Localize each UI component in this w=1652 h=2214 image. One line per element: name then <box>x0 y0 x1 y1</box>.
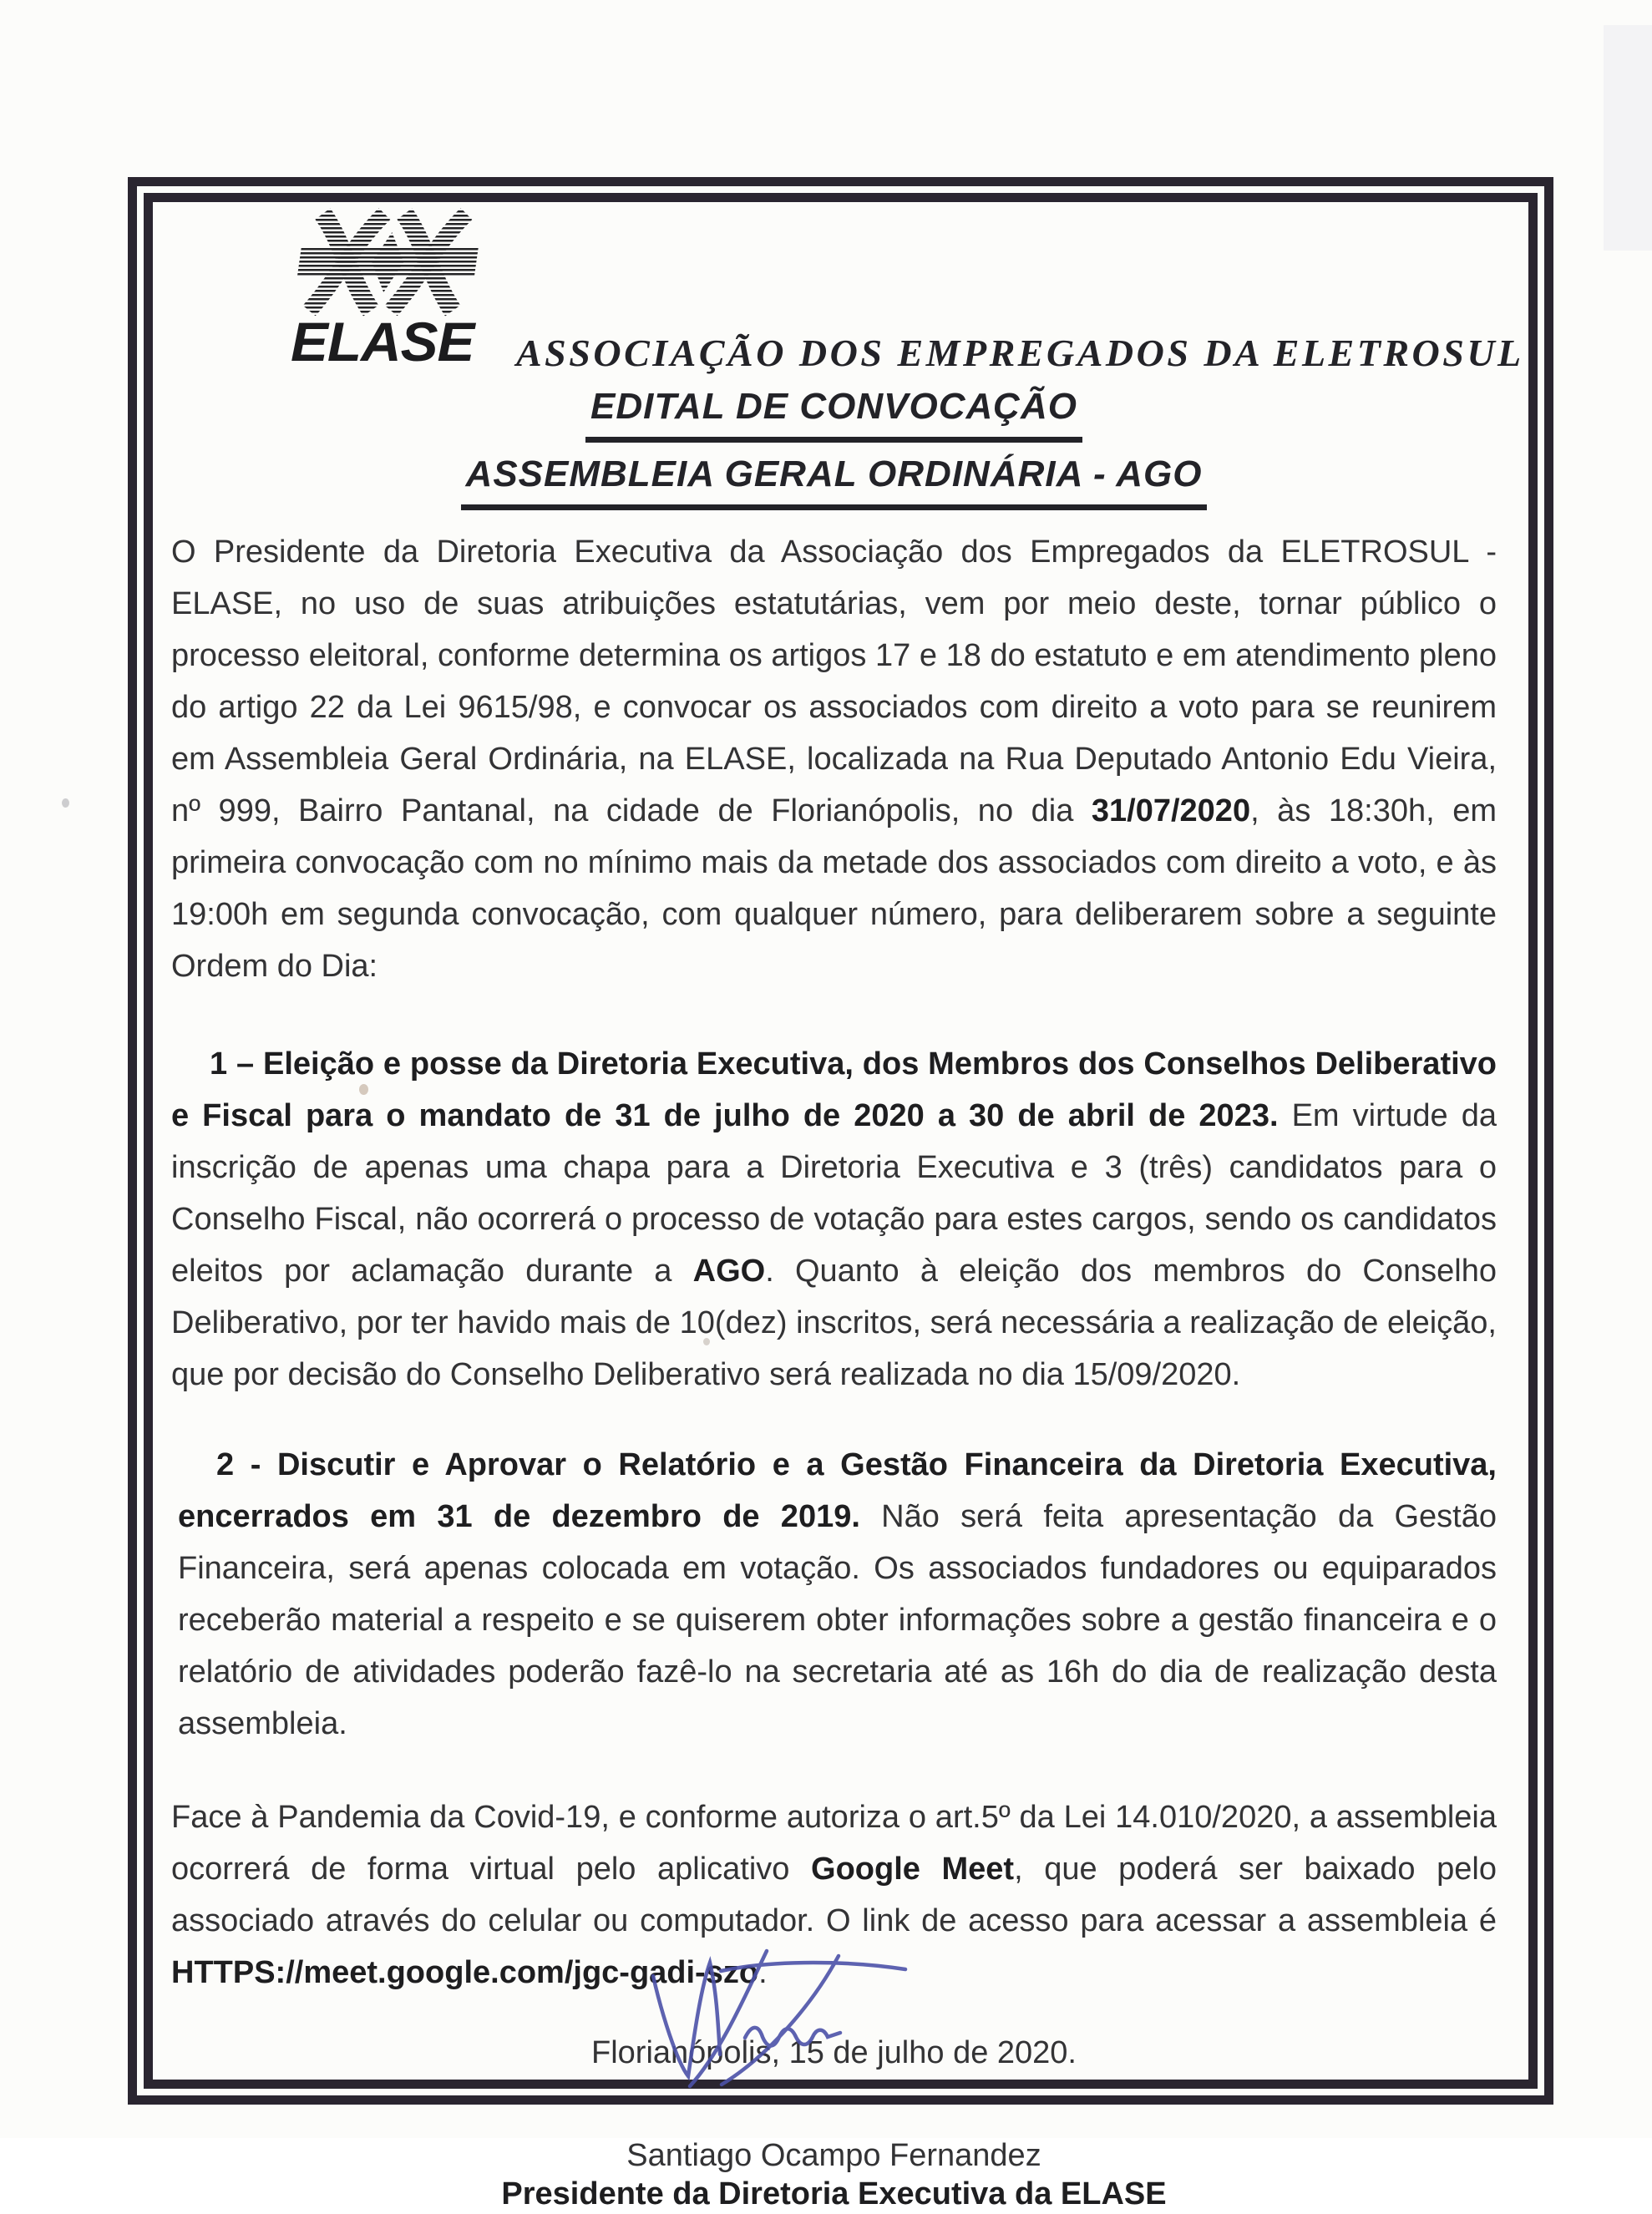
text-run-bold: 2 - Discutir e Aprovar o Relatório e a Gestão Financeira da Diretoria Executiva, encerrados em 31 de dezembro de 2019. <box>178 1447 1497 1534</box>
logo-text: ELASE <box>291 311 474 372</box>
text-run: O Presidente da Diretoria Executiva da Associação dos Empregados da ELETROSUL - ELASE, no uso de suas atribuições estatutárias, vem por meio deste, tornar público o processo eleitoral, conforme determina os artigos 17 e 18 do estatuto e em atendimento pleno do artigo 22 da Lei 9615/98, e convocar os associados com direito a voto para se reunirem em Assembleia Geral Ordinária, na ELASE, localizada na Rua Deputado Antonio Edu Vieira, nº 999, Bairro Pantanal, na cidade de Florianópolis, no dia <box>171 535 1497 828</box>
text-run: . Quanto à eleição dos membros do Conselho Deliberativo, por ter havido mais de 10(dez) inscritos, será necessária a realização de eleição, que por decisão do Conselho Deliberativo será realizada no dia 15/09/2020. <box>171 1254 1497 1392</box>
scan-shade-artifact <box>1604 25 1652 251</box>
paragraph-covid <box>171 1791 1497 1999</box>
doc-title: EDITAL DE CONVOCAÇÃO <box>585 386 1082 443</box>
elase-logo <box>291 210 494 372</box>
text-run: , às 18:30h, em primeira convocação com no mínimo mais da metade dos associados com direito a voto, e às 19:00h em segunda convocação, com qualquer número, para deliberarem sobre a seguinte Ordem do Dia: <box>171 793 1497 984</box>
document-subtitles <box>171 386 1497 510</box>
text-run: . <box>758 1955 768 1990</box>
signatory-name: Santiago Ocampo Fernandez <box>626 2138 1041 2173</box>
text-run-bold: AGO <box>692 1254 766 1289</box>
paragraph-item-1 <box>171 1038 1497 1401</box>
signature-space <box>171 2079 1497 2137</box>
text-run: , que poderá ser baixado pelo associado através do celular ou computador. O link de acesso para acessar a assembleia é <box>171 1852 1497 1938</box>
paragraph-item-2 <box>171 1439 1497 1750</box>
text-run-bold: 1 – Eleição e posse da Diretoria Executiva, dos Membros dos Conselhos Deliberativo e Fiscal para o mandato de 31 de julho de 2020 a 30 de abril de 2023. <box>171 1046 1497 1133</box>
doc-subtitle: ASSEMBLEIA GERAL ORDINÁRIA - AGO <box>461 453 1208 510</box>
dateline: Florianópolis, 15 de julho de 2020. <box>591 2035 1077 2070</box>
text-run-bold: Google Meet <box>811 1852 1015 1887</box>
doc-subtitle-row <box>171 453 1497 510</box>
text-run: Em virtude da inscrição de apenas uma chapa para a Diretoria Executiva e 3 (três) candidatos para o Conselho Fiscal, não ocorrerá o processo de votação para estes cargos, sendo os candidatos eleitos por aclamação durante a <box>171 1098 1497 1289</box>
doc-title-row <box>171 386 1497 443</box>
scan-speck <box>62 798 69 808</box>
text-run-bold: 31/07/2020 <box>1091 793 1251 828</box>
paragraph-intro <box>171 526 1497 992</box>
text-run: Não será feita apresentação da Gestão Financeira, será apenas colocada em votação. Os associados fundadores ou equiparados receberão material a respeito e se quiserem obter informações sobre a gestão financeira e o relatório de atividades poderão fazê-lo na secretaria até as 16h do dia de realização desta assembleia. <box>178 1499 1497 1741</box>
text-run: Face à Pandemia da Covid-19, e conforme autoriza o art.5º da Lei 14.010/2020, a assembleia ocorrerá de forma virtual pelo aplicativo <box>171 1800 1497 1887</box>
document-body <box>171 526 1497 2214</box>
signatory-role: Presidente da Diretoria Executiva da ELASE <box>501 2176 1167 2211</box>
elase-logo-icon <box>294 210 484 314</box>
org-name-title: ASSOCIAÇÃO DOS EMPREGADOS DA ELETROSUL <box>516 332 1524 374</box>
text-run-bold: HTTPS://meet.google.com/jgc-gadi-szo <box>171 1955 759 1990</box>
